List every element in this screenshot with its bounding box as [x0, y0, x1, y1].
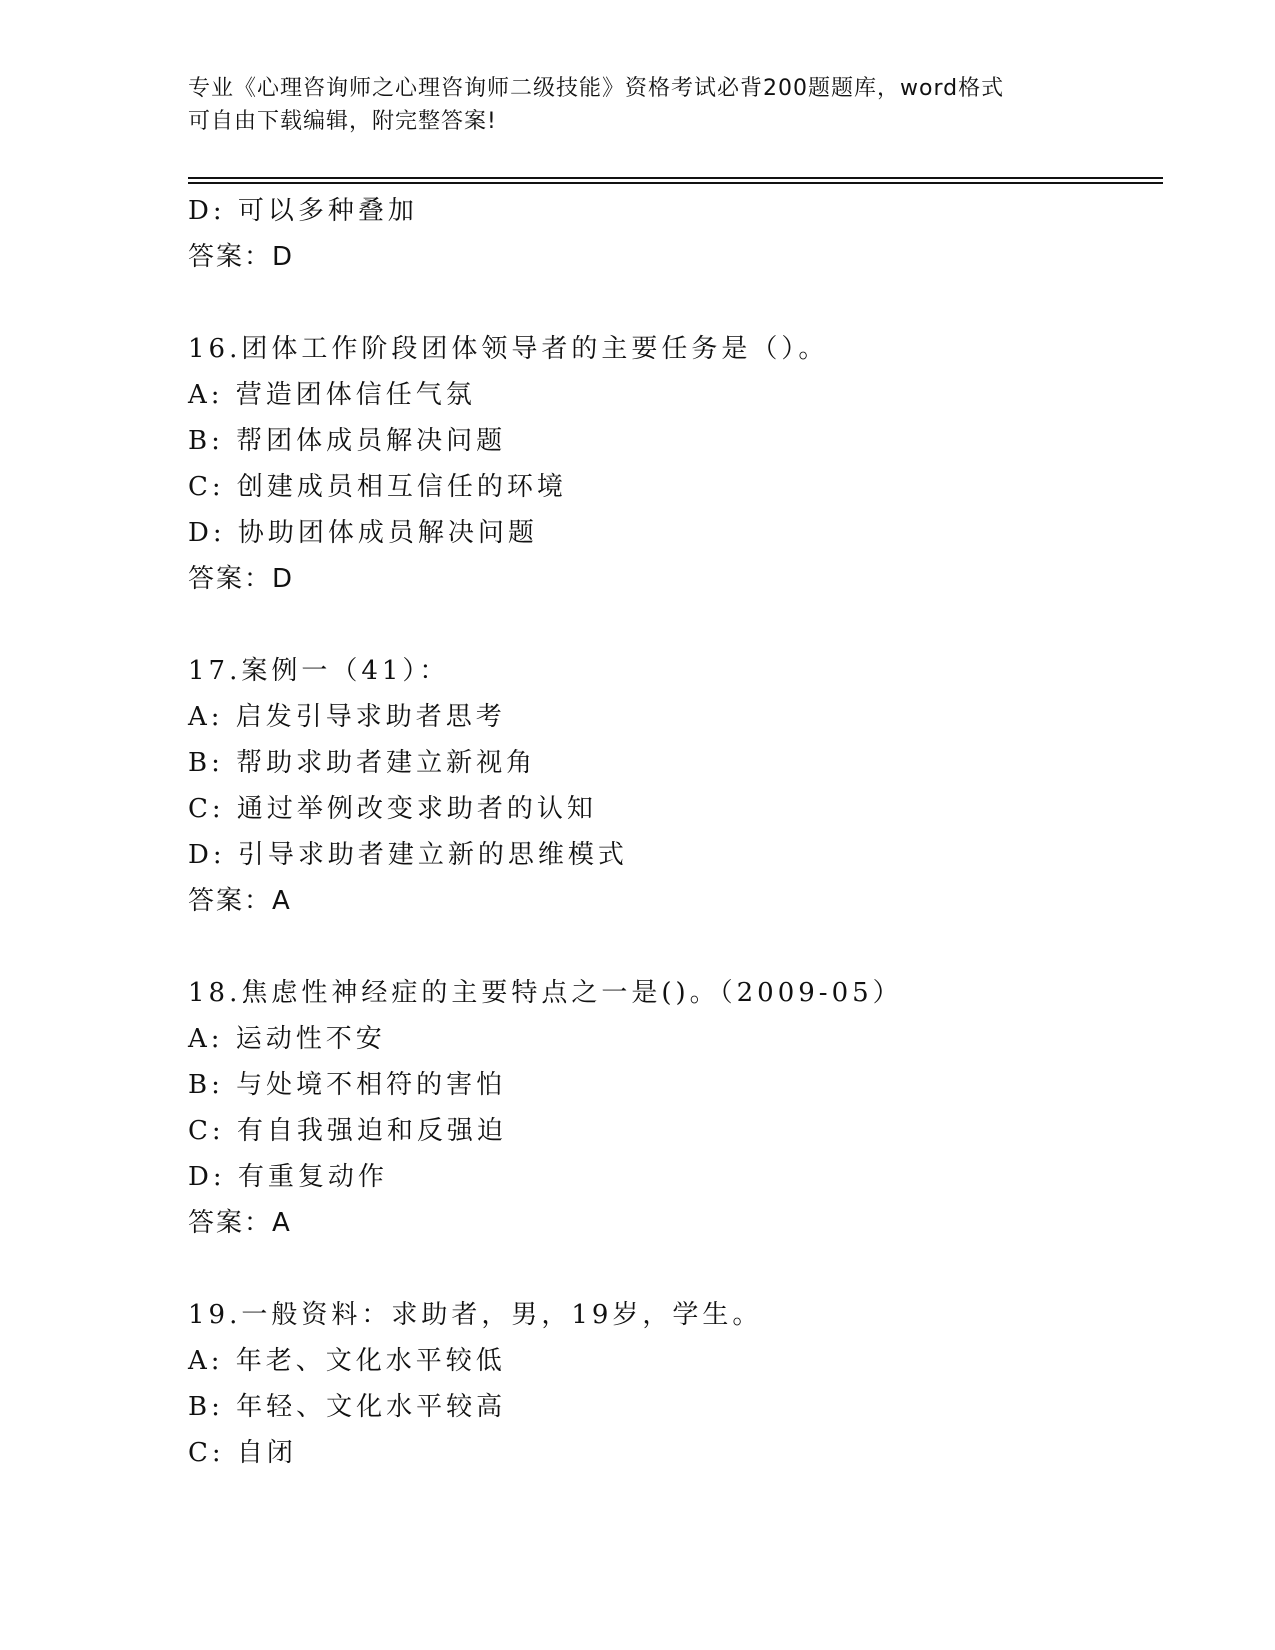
answer-line: 答案：A: [188, 886, 292, 916]
question-stem: 19.一般资料：求助者，男，19岁，学生。: [188, 1300, 763, 1330]
header-line-2: 可自由下载编辑，附完整答案!: [188, 109, 497, 134]
option-c: C: 创建成员相互信任的环境: [188, 472, 567, 502]
option-b: B: 帮助求助者建立新视角: [188, 748, 537, 778]
answer-line: 答案：D: [188, 564, 295, 594]
option-a: A: 启发引导求助者思考: [188, 702, 506, 732]
option-a: A: 运动性不安: [188, 1024, 386, 1054]
option-b: B: 年轻、文化水平较高: [188, 1392, 507, 1422]
question-stem: 18.焦虑性神经症的主要特点之一是()。（2009-05）: [188, 978, 903, 1008]
answer-line: 答案：A: [188, 1208, 292, 1238]
question-stem: 16.团体工作阶段团体领导者的主要任务是（）。: [188, 334, 829, 364]
prev-answer: 答案：D: [188, 242, 295, 272]
option-d: D: 有重复动作: [188, 1162, 388, 1192]
question-list: [188, 188, 1163, 1476]
question-item-19: [188, 1292, 1163, 1476]
option-b: B: 帮团体成员解决问题: [188, 426, 507, 456]
option-b: B: 与处境不相符的害怕: [188, 1070, 507, 1100]
option-a: A: 年老、文化水平较低: [188, 1346, 506, 1376]
question-item-16: [188, 326, 1163, 602]
header-divider-top: [188, 177, 1163, 179]
prev-option-d: D: 可以多种叠加: [188, 196, 418, 226]
option-c: C: 通过举例改变求助者的认知: [188, 794, 597, 824]
option-d: D: 引导求助者建立新的思维模式: [188, 840, 628, 870]
option-c: C: 有自我强迫和反强迫: [188, 1116, 507, 1146]
question-item-17: [188, 648, 1163, 924]
header-divider-bottom: [188, 182, 1163, 184]
option-a: A: 营造团体信任气氛: [188, 380, 476, 410]
option-c: C: 自闭: [188, 1438, 297, 1468]
document-header: [188, 72, 1088, 138]
option-d: D: 协助团体成员解决问题: [188, 518, 538, 548]
question-item-18: [188, 970, 1163, 1246]
header-line-1: 专业《心理咨询师之心理咨询师二级技能》资格考试必背200题题库，word格式: [188, 76, 1005, 101]
question-stem: 17.案例一（41）：: [188, 656, 450, 686]
